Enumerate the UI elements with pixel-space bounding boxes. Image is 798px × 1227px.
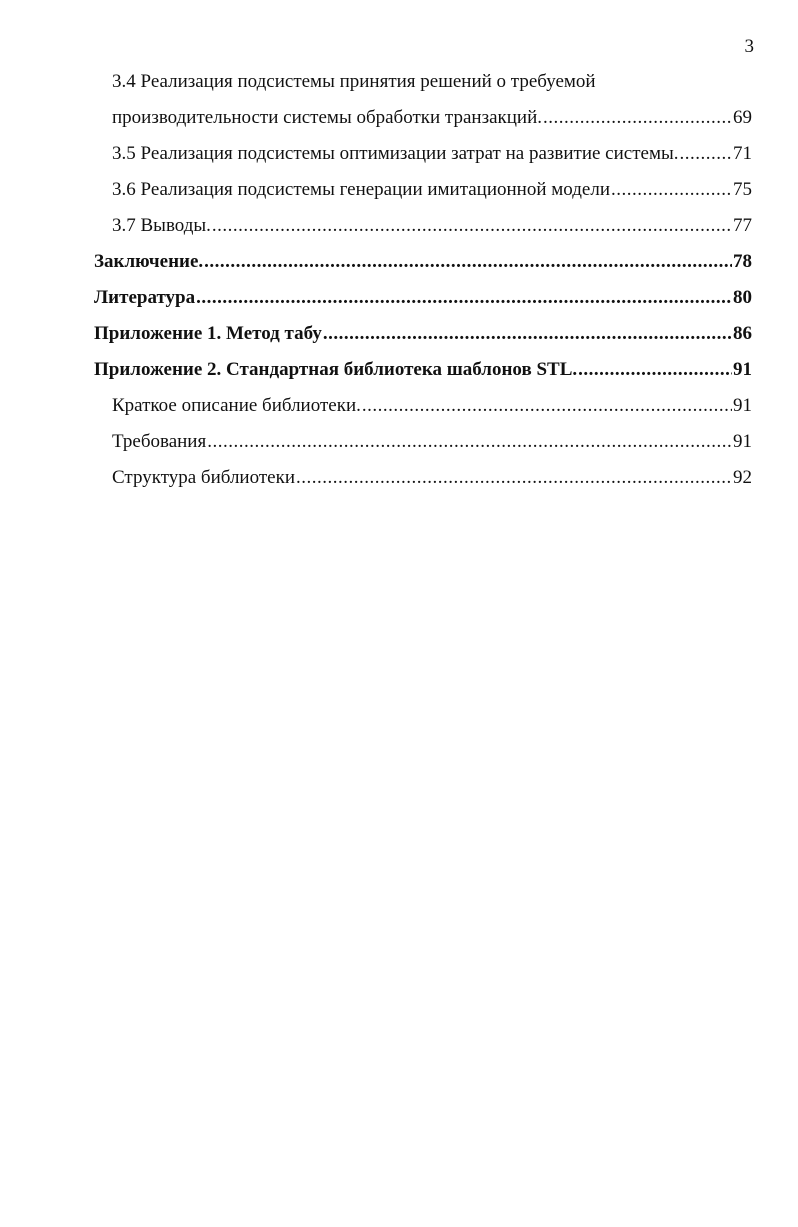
toc-entry-appendix-2-description[interactable] [94, 388, 752, 424]
toc-entry-page: 80 [733, 287, 752, 308]
toc-entry-page: 91 [733, 395, 752, 416]
toc-entry-conclusion[interactable] [94, 244, 752, 280]
dot-leader [207, 424, 732, 460]
toc-entry-title: Структура библиотеки [112, 467, 295, 488]
toc-entry-title: Приложение 1. Метод табу [94, 323, 322, 344]
toc-entry-title: Приложение 2. Стандартная библиотека шаблонов STL. [94, 359, 578, 380]
toc-entry-3-4[interactable] [94, 100, 752, 136]
dot-leader [204, 244, 732, 280]
toc-entry-page: 77 [733, 215, 752, 236]
toc-entry-title: 3.6 Реализация подсистемы генерации имитационной модели [112, 179, 610, 200]
toc-entry-appendix-2-requirements[interactable] [94, 424, 752, 460]
dot-leader [611, 172, 732, 208]
toc-entry-3-5[interactable] [94, 136, 752, 172]
toc-entry-page: 92 [733, 467, 752, 488]
dot-leader [323, 316, 732, 352]
toc-entry-title: производительности системы обработки транзакций. [112, 107, 542, 128]
toc-entry-3-7[interactable] [94, 208, 752, 244]
dot-leader [362, 388, 732, 424]
toc-entry-title: 3.5 Реализация подсистемы оптимизации затрат на развитие системы. [112, 143, 679, 164]
toc-entry-page: 91 [733, 359, 752, 380]
page-number: 3 [744, 36, 754, 57]
toc-entry-literature[interactable] [94, 280, 752, 316]
dot-leader [543, 100, 732, 136]
toc-entry-title: Краткое описание библиотеки. [112, 395, 361, 416]
toc-entry-page: 91 [733, 431, 752, 452]
toc-entry-page: 75 [733, 179, 752, 200]
toc-entry-title: Заключение. [94, 251, 204, 272]
dot-leader [296, 460, 732, 496]
toc-entry-page: 69 [733, 107, 752, 128]
toc-entry-title: 3.7 Выводы. [112, 215, 211, 236]
toc-entry-title: Литература [94, 287, 196, 308]
dot-leader [578, 352, 732, 388]
table-of-contents [94, 64, 752, 496]
toc-entry-appendix-2-structure[interactable] [94, 460, 752, 496]
toc-entry-page: 71 [733, 143, 752, 164]
toc-entry-page: 78 [733, 251, 752, 272]
toc-entry-appendix-2[interactable] [94, 352, 752, 388]
dot-leader [212, 208, 732, 244]
dot-leader [679, 136, 732, 172]
toc-entry-3-6[interactable] [94, 172, 752, 208]
toc-entry-3-4-line-1 [94, 64, 752, 100]
toc-entry-title: 3.4 Реализация подсистемы принятия решений о требуемой [112, 71, 596, 92]
toc-entry-title: Требования [112, 431, 207, 452]
toc-entry-page: 86 [733, 323, 752, 344]
toc-entry-appendix-1[interactable] [94, 316, 752, 352]
dot-leader [196, 280, 732, 316]
